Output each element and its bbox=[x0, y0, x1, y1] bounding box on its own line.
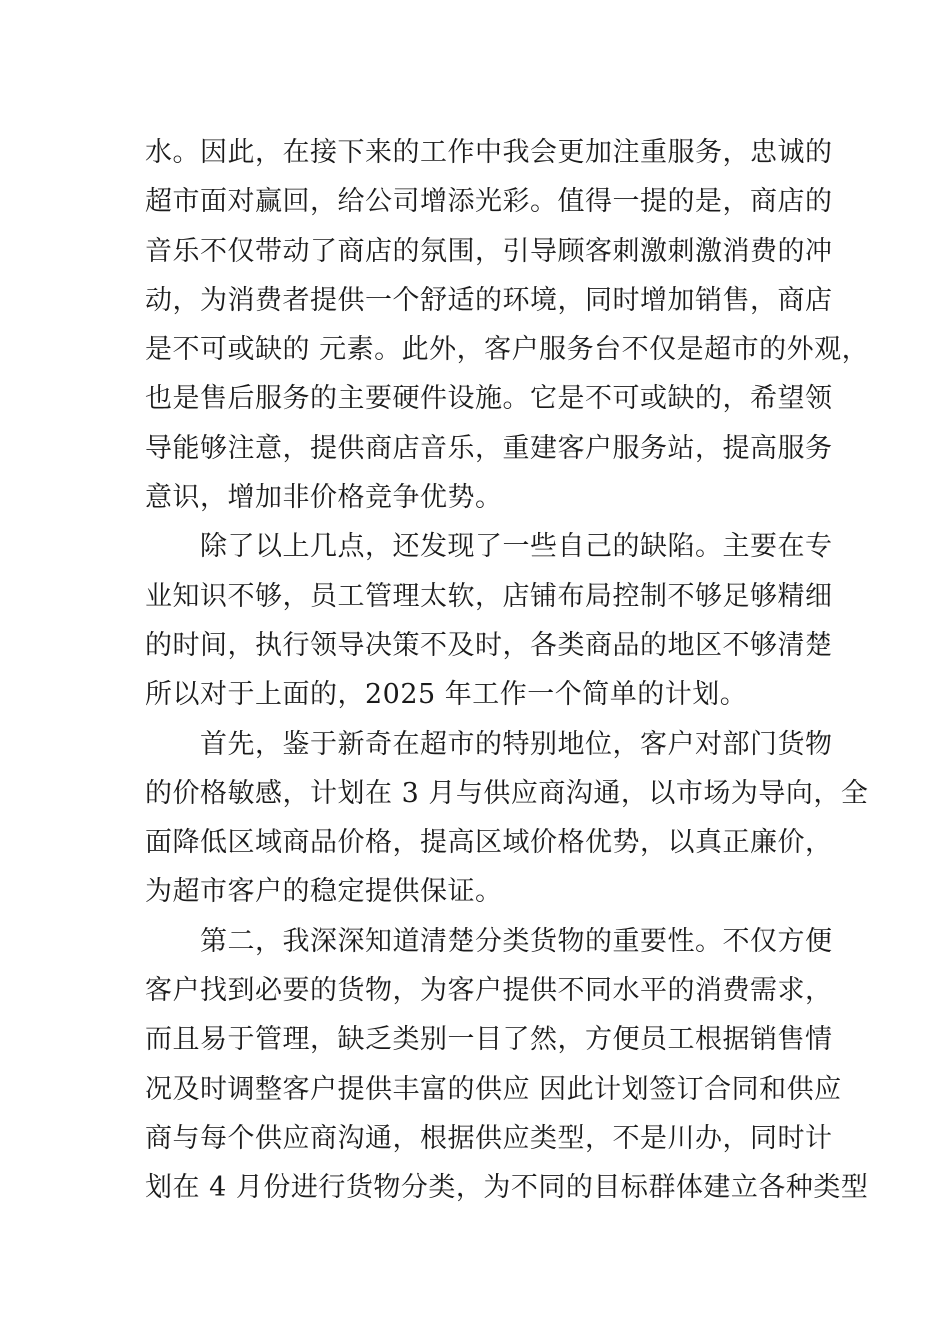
text-line: 也是售后服务的主要硬件设施。它是不可或缺的，希望领 bbox=[145, 383, 833, 415]
paragraph-4 bbox=[145, 917, 869, 1213]
paragraph-1 bbox=[145, 128, 870, 522]
text-line: 超市面对赢回，给公司增添光彩。值得一提的是，商店的 bbox=[145, 186, 833, 218]
document-body bbox=[145, 128, 870, 1213]
paragraph-2 bbox=[145, 522, 833, 719]
text-line: 除了以上几点，还发现了一些自己的缺陷。主要在专 bbox=[145, 531, 833, 563]
text-line: 的价格敏感，计划在 3 月与供应商沟通，以市场为导向，全 bbox=[145, 777, 869, 809]
text-line: 为超市客户的稳定提供保证。 bbox=[145, 876, 503, 908]
text-line: 况及时调整客户提供丰富的供应 因此计划签订合同和供应 bbox=[145, 1073, 842, 1105]
text-line: 业知识不够，员工管理太软，店铺布局控制不够足够精细 bbox=[145, 580, 833, 612]
text-line: 划在 4 月份进行货物分类，为不同的目标群体建立各种类型 bbox=[145, 1172, 869, 1204]
text-line: 是不可或缺的 元素。此外，客户服务台不仅是超市的外观， bbox=[145, 334, 870, 366]
text-line: 商与每个供应商沟通，根据供应类型，不是川办，同时计 bbox=[145, 1122, 833, 1154]
text-line: 导能够注意，提供商店音乐，重建客户服务站，提高服务 bbox=[145, 432, 833, 464]
text-line: 客户找到必要的货物，为客户提供不同水平的消费需求， bbox=[145, 975, 833, 1007]
text-line: 第二，我深深知道清楚分类货物的重要性。不仅方便 bbox=[145, 925, 833, 957]
text-line: 意识，增加非价格竞争优势。 bbox=[145, 482, 503, 514]
text-line: 所以对于上面的，2025 年工作一个简单的计划。 bbox=[145, 679, 748, 711]
paragraph-3 bbox=[145, 720, 869, 917]
text-line: 水。因此，在接下来的工作中我会更加注重服务，忠诚的 bbox=[145, 137, 833, 168]
text-line: 音乐不仅带动了商店的氛围，引导顾客刺激刺激消费的冲 bbox=[145, 235, 833, 267]
text-line: 首先，鉴于新奇在超市的特别地位，客户对部门货物 bbox=[145, 728, 833, 760]
text-line: 面降低区域商品价格，提高区域价格优势，以真正廉价， bbox=[145, 827, 833, 859]
text-line: 的时间，执行领导决策不及时，各类商品的地区不够清楚 bbox=[145, 629, 833, 661]
text-line: 动，为消费者提供一个舒适的环境，同时增加销售，商店 bbox=[145, 284, 833, 316]
text-line: 而且易于管理，缺乏类别一目了然，方便员工根据销售情 bbox=[145, 1024, 833, 1056]
